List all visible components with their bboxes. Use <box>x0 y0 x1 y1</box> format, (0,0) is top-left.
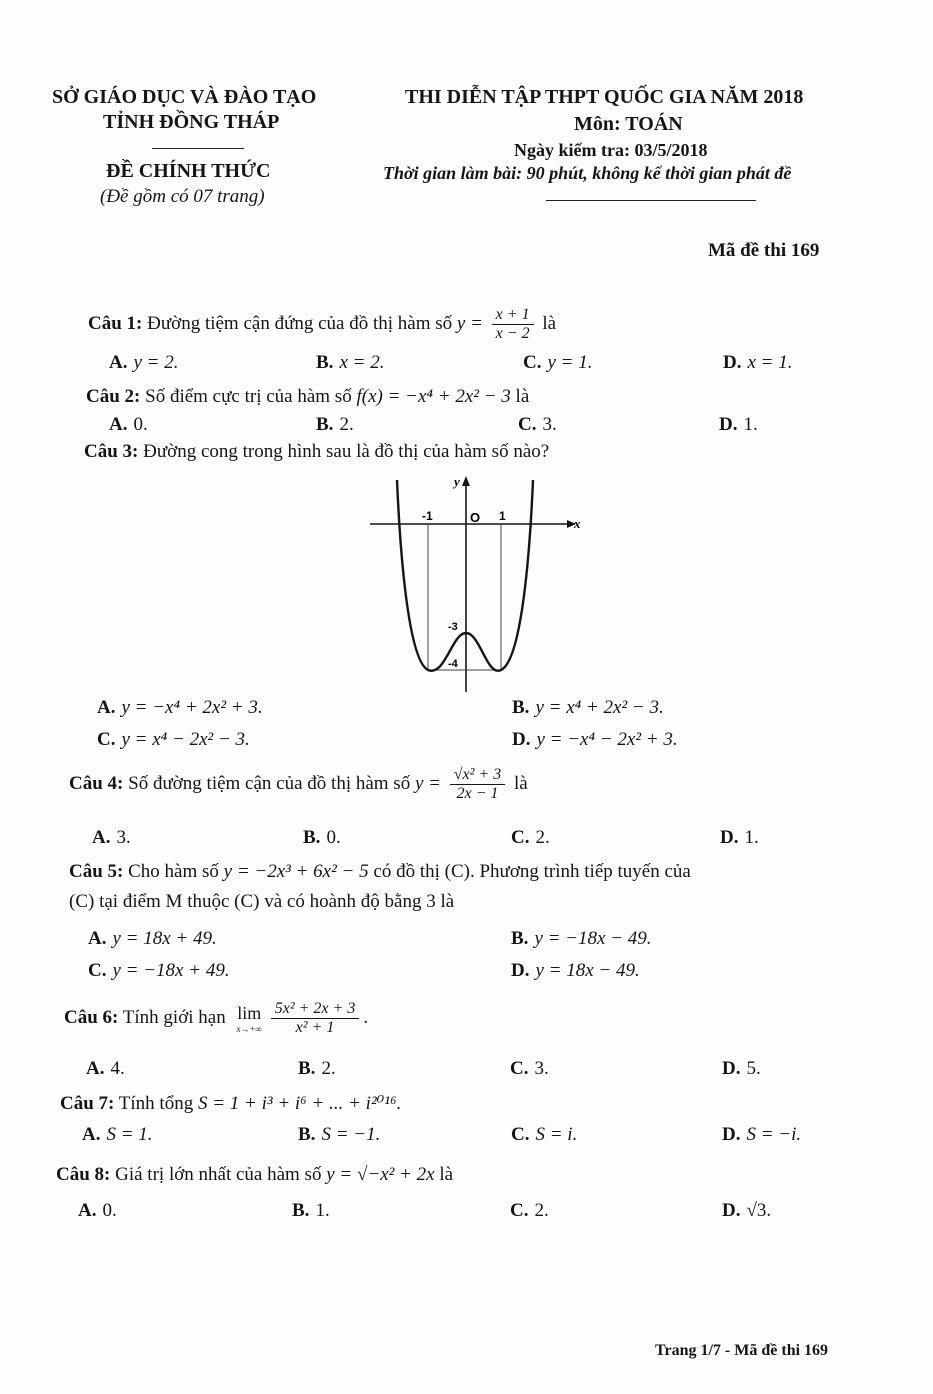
option-value: y = 18x − 49. <box>535 960 640 981</box>
exam-duration: Thời gian làm bài: 90 phút, không kể thời gian phát đề <box>383 163 792 183</box>
option-c <box>88 960 230 982</box>
fraction <box>271 1000 360 1037</box>
limit-operator <box>236 1003 261 1034</box>
limit-subscript: x→+∞ <box>236 1024 262 1034</box>
question-7 <box>60 1092 401 1115</box>
option-key: D. <box>512 729 531 750</box>
option-d <box>719 414 758 436</box>
question-label: Câu 8: <box>56 1164 111 1185</box>
option-value: x = 2. <box>339 352 385 373</box>
option-key: A. <box>88 928 107 949</box>
page-footer: Trang 1/7 - Mã đề thi 169 <box>655 1342 829 1359</box>
exam-code: Mã đề thi 169 <box>708 240 820 261</box>
option-key: B. <box>316 352 334 373</box>
question-text: Số điểm cực trị của hàm số <box>145 386 352 407</box>
quartic-curve <box>397 480 533 671</box>
option-key: B. <box>298 1058 316 1079</box>
subject: Môn: TOÁN <box>574 113 683 135</box>
question-6: Câu 6: Tính giới hạn lim x→+∞ $\frac{\text{5x² + 2x + 3}}{\text{x² + 1}}$ . <box>64 1000 369 1036</box>
option-value: 5. <box>746 1058 761 1079</box>
option-value: y = −x⁴ + 2x² + 3. <box>121 697 263 718</box>
option-a <box>78 1200 117 1222</box>
x-axis-label: x <box>574 516 581 531</box>
option-value: 2. <box>321 1058 336 1079</box>
option-b <box>298 1058 336 1080</box>
option-value: 1. <box>744 827 759 848</box>
option-key: C. <box>518 414 537 435</box>
math-expression: y = −2x³ + 6x² − 5 <box>223 861 369 882</box>
function-graph <box>370 470 585 695</box>
option-value: 4. <box>110 1058 125 1079</box>
option-value: 2. <box>534 1200 549 1221</box>
option-a <box>82 1124 153 1146</box>
origin-label: O <box>470 510 481 525</box>
option-c <box>511 827 550 849</box>
option-key: B. <box>298 1124 316 1145</box>
option-key: B. <box>512 697 530 718</box>
option-value: 3. <box>542 414 557 435</box>
option-value: y = −x⁴ − 2x² + 3. <box>536 729 678 750</box>
option-value: 0. <box>102 1200 117 1221</box>
option-value: y = −18x + 49. <box>112 960 230 981</box>
option-d <box>722 1200 771 1222</box>
question-label: Câu 6: <box>64 1006 119 1028</box>
option-b <box>512 697 664 719</box>
option-key: A. <box>78 1200 97 1221</box>
option-value: 1. <box>315 1200 330 1221</box>
option-value: S = −i. <box>746 1124 802 1145</box>
option-key: C. <box>523 352 542 373</box>
question-1 <box>88 306 556 343</box>
option-value: 0. <box>326 827 341 848</box>
option-b <box>316 414 354 436</box>
option-a <box>97 697 263 719</box>
option-value: S = i. <box>535 1124 578 1145</box>
option-key: A. <box>109 352 128 373</box>
option-b <box>511 928 652 950</box>
limit-symbol: lim <box>237 1003 262 1023</box>
question-text: Tính tổng <box>118 1093 194 1114</box>
math-expression: f(x) = −x⁴ + 2x² − 3 <box>356 386 511 407</box>
option-d <box>720 827 759 849</box>
option-value: 1. <box>743 414 758 435</box>
option-key: C. <box>510 1200 529 1221</box>
option-d <box>722 1124 801 1146</box>
option-value: √3. <box>746 1200 772 1221</box>
option-a <box>88 928 217 950</box>
numerator: 5x² + 2x + 3 <box>271 1000 360 1019</box>
y-axis-label: y <box>454 474 460 489</box>
option-c <box>518 414 557 436</box>
option-a <box>109 414 148 436</box>
option-value: y = x⁴ − 2x² − 3. <box>121 729 250 750</box>
math-expression: y = <box>456 312 483 334</box>
question-text-continued: có đồ thị (C). Phương trình tiếp tuyến của <box>373 861 691 882</box>
option-value: 2. <box>339 414 354 435</box>
option-key: D. <box>720 827 739 848</box>
option-value: 2. <box>535 827 550 848</box>
question-suffix: là <box>513 772 528 794</box>
option-d <box>723 352 793 374</box>
option-c <box>97 729 250 751</box>
page-count-note: (Đề gồm có 07 trang) <box>100 186 265 207</box>
option-value: y = −18x − 49. <box>534 928 652 949</box>
question-label: Câu 4: <box>69 772 124 794</box>
question-text: Đường cong trong hình sau là đồ thị của hàm số nào? <box>143 441 550 462</box>
option-key: D. <box>511 960 530 981</box>
fraction <box>492 306 534 343</box>
option-key: C. <box>510 1058 529 1079</box>
option-key: B. <box>292 1200 310 1221</box>
option-value: S = 1. <box>106 1124 153 1145</box>
question-8 <box>56 1164 453 1186</box>
math-expression: S = 1 + i³ + i⁶ + ... + i²⁰¹⁶. <box>197 1093 402 1114</box>
numerator: x + 1 <box>492 306 534 325</box>
option-d <box>722 1058 761 1080</box>
option-key: C. <box>88 960 107 981</box>
option-key: C. <box>511 827 530 848</box>
question-suffix: là <box>515 386 530 407</box>
option-key: B. <box>303 827 321 848</box>
question-5-line2: (C) tại điểm M thuộc (C) và có hoành độ bằng 3 là <box>69 891 455 912</box>
option-a <box>109 352 179 374</box>
question-label: Câu 7: <box>60 1093 115 1114</box>
question-5 <box>69 861 691 883</box>
question-text: Số đường tiệm cận của đồ thị hàm số <box>128 772 411 794</box>
question-2 <box>86 386 529 408</box>
option-d <box>511 960 640 982</box>
question-suffix: là <box>542 312 557 334</box>
fraction <box>450 766 505 803</box>
question-label: Câu 1: <box>88 312 143 334</box>
option-b <box>303 827 341 849</box>
option-c <box>510 1058 549 1080</box>
option-key: D. <box>722 1200 741 1221</box>
option-key: A. <box>97 697 116 718</box>
option-c <box>511 1124 577 1146</box>
option-key: D. <box>722 1058 741 1079</box>
option-value: y = 1. <box>547 352 593 373</box>
official-label: ĐỀ CHÍNH THỨC <box>106 160 271 182</box>
option-key: A. <box>92 827 111 848</box>
tick-label: -3 <box>448 621 458 633</box>
option-key: D. <box>719 414 738 435</box>
question-label: Câu 3: <box>84 441 139 462</box>
option-key: D. <box>723 352 742 373</box>
option-value: 3. <box>534 1058 549 1079</box>
option-key: B. <box>316 414 334 435</box>
option-c <box>523 352 593 374</box>
question-text: Cho hàm số <box>128 861 219 882</box>
question-text: Giá trị lớn nhất của hàm số <box>115 1164 322 1185</box>
y-axis-arrow-icon <box>462 476 470 486</box>
option-key: A. <box>109 414 128 435</box>
divider <box>152 148 244 149</box>
denominator: 2x − 1 <box>456 785 499 802</box>
option-a <box>86 1058 125 1080</box>
option-value: x = 1. <box>747 352 793 373</box>
question-4 <box>69 766 528 803</box>
math-expression: y = √−x² + 2x <box>326 1164 435 1185</box>
option-a <box>92 827 131 849</box>
exam-date: Ngày kiểm tra: 03/5/2018 <box>514 140 708 160</box>
divider <box>546 200 756 201</box>
question-suffix: là <box>439 1164 454 1185</box>
option-value: y = x⁴ + 2x² − 3. <box>535 697 664 718</box>
department-name: SỞ GIÁO DỤC VÀ ĐÀO TẠO <box>52 86 317 108</box>
option-value: y = 18x + 49. <box>112 928 217 949</box>
denominator: x² + 1 <box>295 1019 335 1036</box>
question-3 <box>84 441 549 463</box>
option-value: S = −1. <box>321 1124 381 1145</box>
option-key: A. <box>82 1124 101 1145</box>
math-expression: y = <box>414 772 441 794</box>
option-c <box>510 1200 549 1222</box>
tick-label: -1 <box>422 509 433 523</box>
question-text: Tính giới hạn <box>122 1006 226 1028</box>
option-key: A. <box>86 1058 105 1079</box>
option-d <box>512 729 678 751</box>
question-label: Câu 5: <box>69 861 124 882</box>
option-value: 3. <box>116 827 131 848</box>
tick-label: -4 <box>448 658 458 670</box>
option-key: D. <box>722 1124 741 1145</box>
exam-title: THI DIỄN TẬP THPT QUỐC GIA NĂM 2018 <box>405 86 804 108</box>
option-b <box>292 1200 330 1222</box>
option-value: y = 2. <box>133 352 179 373</box>
option-key: C. <box>97 729 116 750</box>
option-b <box>316 352 384 374</box>
numerator: √x² + 3 <box>450 766 505 785</box>
province-name: TỈNH ĐỒNG THÁP <box>103 111 280 133</box>
tick-label: 1 <box>499 509 506 523</box>
option-value: 0. <box>133 414 148 435</box>
question-text: Đường tiệm cận đứng của đồ thị hàm số <box>147 312 453 334</box>
option-key: C. <box>511 1124 530 1145</box>
option-key: B. <box>511 928 529 949</box>
option-b <box>298 1124 380 1146</box>
question-label: Câu 2: <box>86 386 141 407</box>
denominator: x − 2 <box>495 325 530 342</box>
